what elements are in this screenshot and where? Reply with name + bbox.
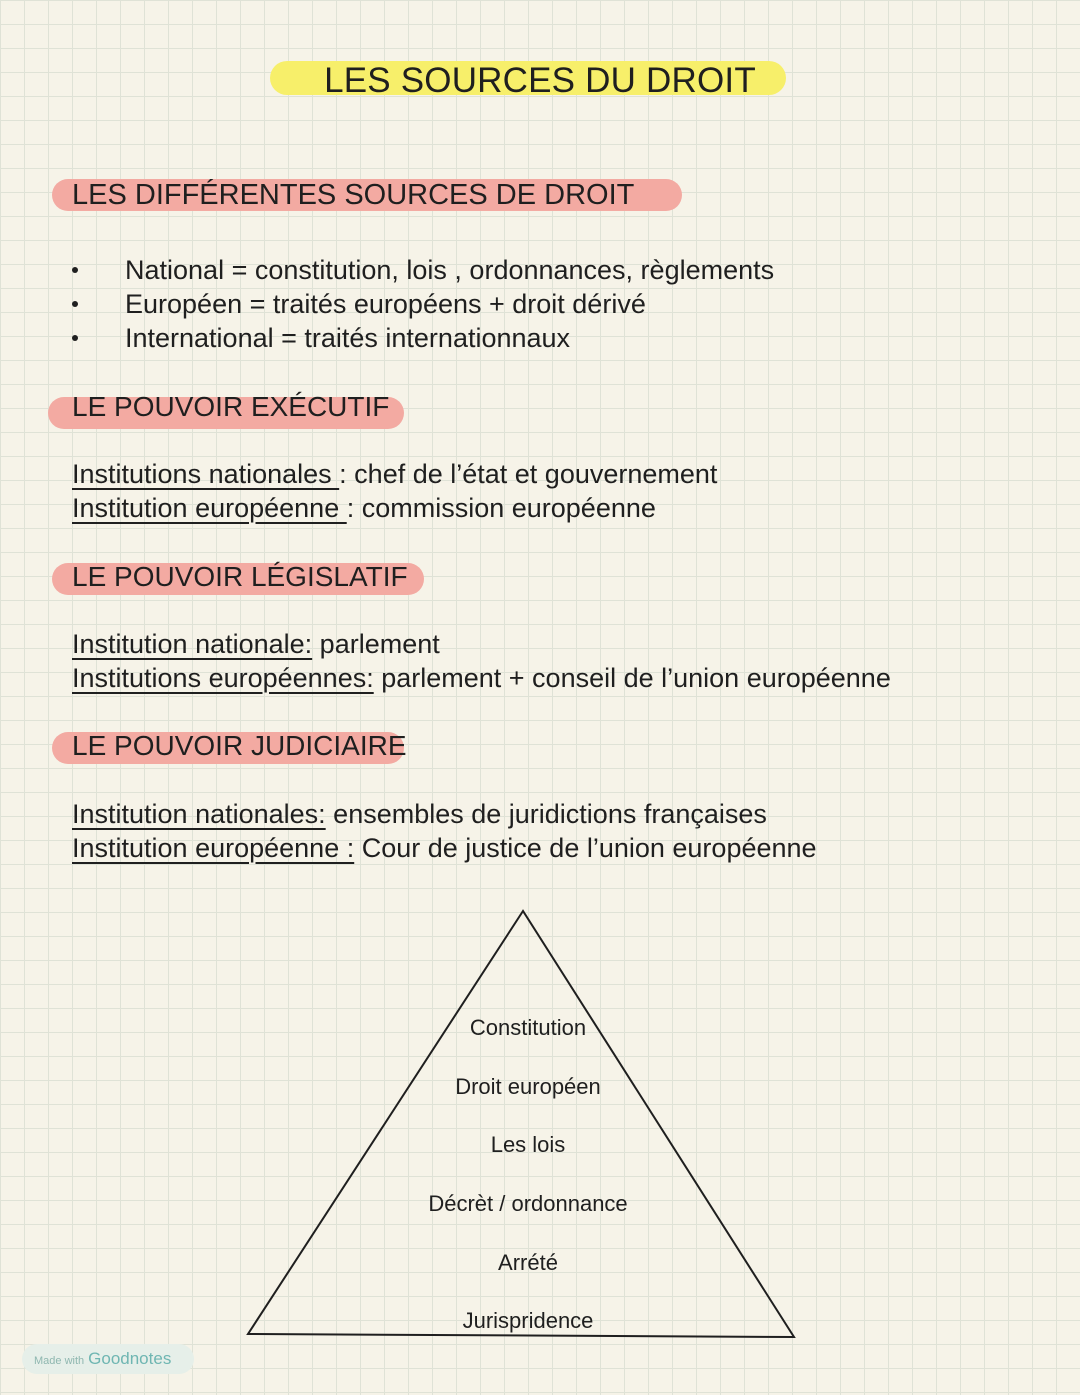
executif-heading: LE POUVOIR EXÉCUTIF xyxy=(72,391,390,422)
pyramid-level-constitution: Constitution xyxy=(469,1015,587,1040)
line-label: Institutions européennes: xyxy=(72,663,374,693)
pyramid-level-droit-europeen: Droit européen xyxy=(455,1074,601,1099)
line-value: parlement xyxy=(312,629,440,659)
pyramid-level-decret: Décrèt / ordonnance xyxy=(428,1191,628,1216)
line-value: ensembles de juridictions françaises xyxy=(325,799,767,829)
list-item-text: National = constitution, lois , ordonnances, règlements xyxy=(125,255,775,285)
line-label: Institution nationale: xyxy=(72,629,313,659)
pyramid-level-arrete: Arrété xyxy=(498,1250,558,1275)
list-item-text: International = traités internationnaux xyxy=(125,323,571,353)
legislatif-heading: LE POUVOIR LÉGISLATIF xyxy=(72,561,408,592)
line-value: : commission européenne xyxy=(346,493,656,523)
list-item-text: Européen = traités européens + droit dérivé xyxy=(125,289,646,319)
line-value: : chef de l’état et gouvernement xyxy=(339,459,718,489)
badge-brand: Goodnotes xyxy=(88,1349,172,1368)
judiciaire-heading: LE POUVOIR JUDICIAIRE xyxy=(72,730,407,761)
page-title: LES SOURCES DU DROIT xyxy=(324,61,756,100)
badge-prefix: Made with xyxy=(34,1355,85,1367)
pyramid-level-jurisprudence: Jurispridence xyxy=(462,1308,594,1333)
line-label: Institution européenne : xyxy=(72,833,355,863)
line-label: Institution européenne xyxy=(72,493,347,523)
line-value: Cour de justice de l’union européenne xyxy=(354,833,817,863)
line-label: Institutions nationales xyxy=(72,459,340,489)
sources-heading: LES DIFFÉRENTES SOURCES DE DROIT xyxy=(72,179,635,211)
goodnotes-badge[interactable] xyxy=(22,1344,194,1374)
line-value: parlement + conseil de l’union européenne xyxy=(373,663,891,693)
pyramid-level-lois: Les lois xyxy=(490,1132,566,1157)
line-label: Institution nationales: xyxy=(72,799,326,829)
